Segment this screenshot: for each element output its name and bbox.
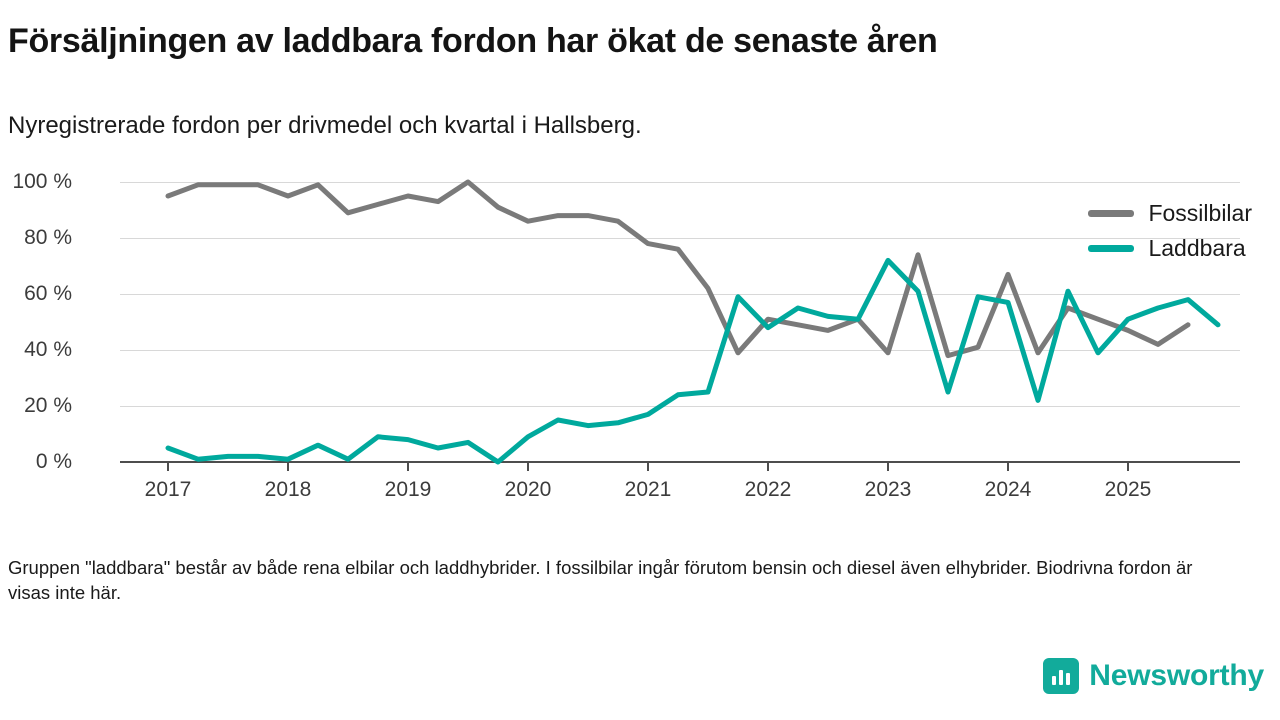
- y-axis-tick-label: 40 %: [24, 338, 72, 361]
- x-axis-tick-label: 2023: [864, 478, 912, 501]
- bar-chart-icon: [1043, 658, 1079, 694]
- series-line-laddbara: [168, 260, 1218, 462]
- x-axis-tick-label: 2022: [744, 478, 792, 501]
- chart-footnote: Gruppen "laddbara" består av både rena elbilar och laddhybrider. I fossilbilar ingår förutom bensin och diesel även elhybrider. Biodrivna fordon är visas inte här.: [8, 557, 1193, 603]
- y-axis-tick-label: 60 %: [24, 282, 72, 305]
- plot-area: [12, 170, 1240, 501]
- x-axis-tick-label: 2025: [1104, 478, 1152, 501]
- series-canvas: [120, 182, 1240, 466]
- y-axis-tick-label: 0 %: [35, 450, 72, 473]
- legend-item-laddbara: [1088, 235, 1252, 262]
- y-axis-tick-label: 100 %: [12, 170, 72, 193]
- brand-logo: [1043, 658, 1264, 694]
- legend-item-fossilbilar: [1088, 200, 1252, 227]
- x-axis-tick-label: 2019: [384, 478, 432, 501]
- x-axis-tick-label: 2020: [504, 478, 552, 501]
- y-axis-tick-label: 80 %: [24, 226, 72, 249]
- page-title: Försäljningen av laddbara fordon har ökat de senaste åren: [8, 22, 938, 60]
- page-subtitle: Nyregistrerade fordon per drivmedel och kvartal i Hallsberg.: [8, 112, 642, 139]
- x-axis-tick-label: 2017: [144, 478, 192, 501]
- legend-label-laddbara: Laddbara: [1148, 235, 1246, 261]
- brand-name: Newsworthy: [1089, 659, 1264, 692]
- legend-swatch-laddbara: [1088, 245, 1134, 252]
- x-axis-tick-label: 2018: [264, 478, 312, 501]
- chart-legend: [1088, 200, 1252, 262]
- x-axis-tick-label: 2024: [984, 478, 1032, 501]
- x-axis-tick-label: 2021: [624, 478, 672, 501]
- y-axis-tick-label: 20 %: [24, 394, 72, 417]
- series-line-fossilbilar: [168, 182, 1188, 356]
- chart-container: [0, 160, 1280, 520]
- legend-label-fossilbilar: Fossilbilar: [1148, 200, 1252, 226]
- legend-swatch-fossilbilar: [1088, 210, 1134, 217]
